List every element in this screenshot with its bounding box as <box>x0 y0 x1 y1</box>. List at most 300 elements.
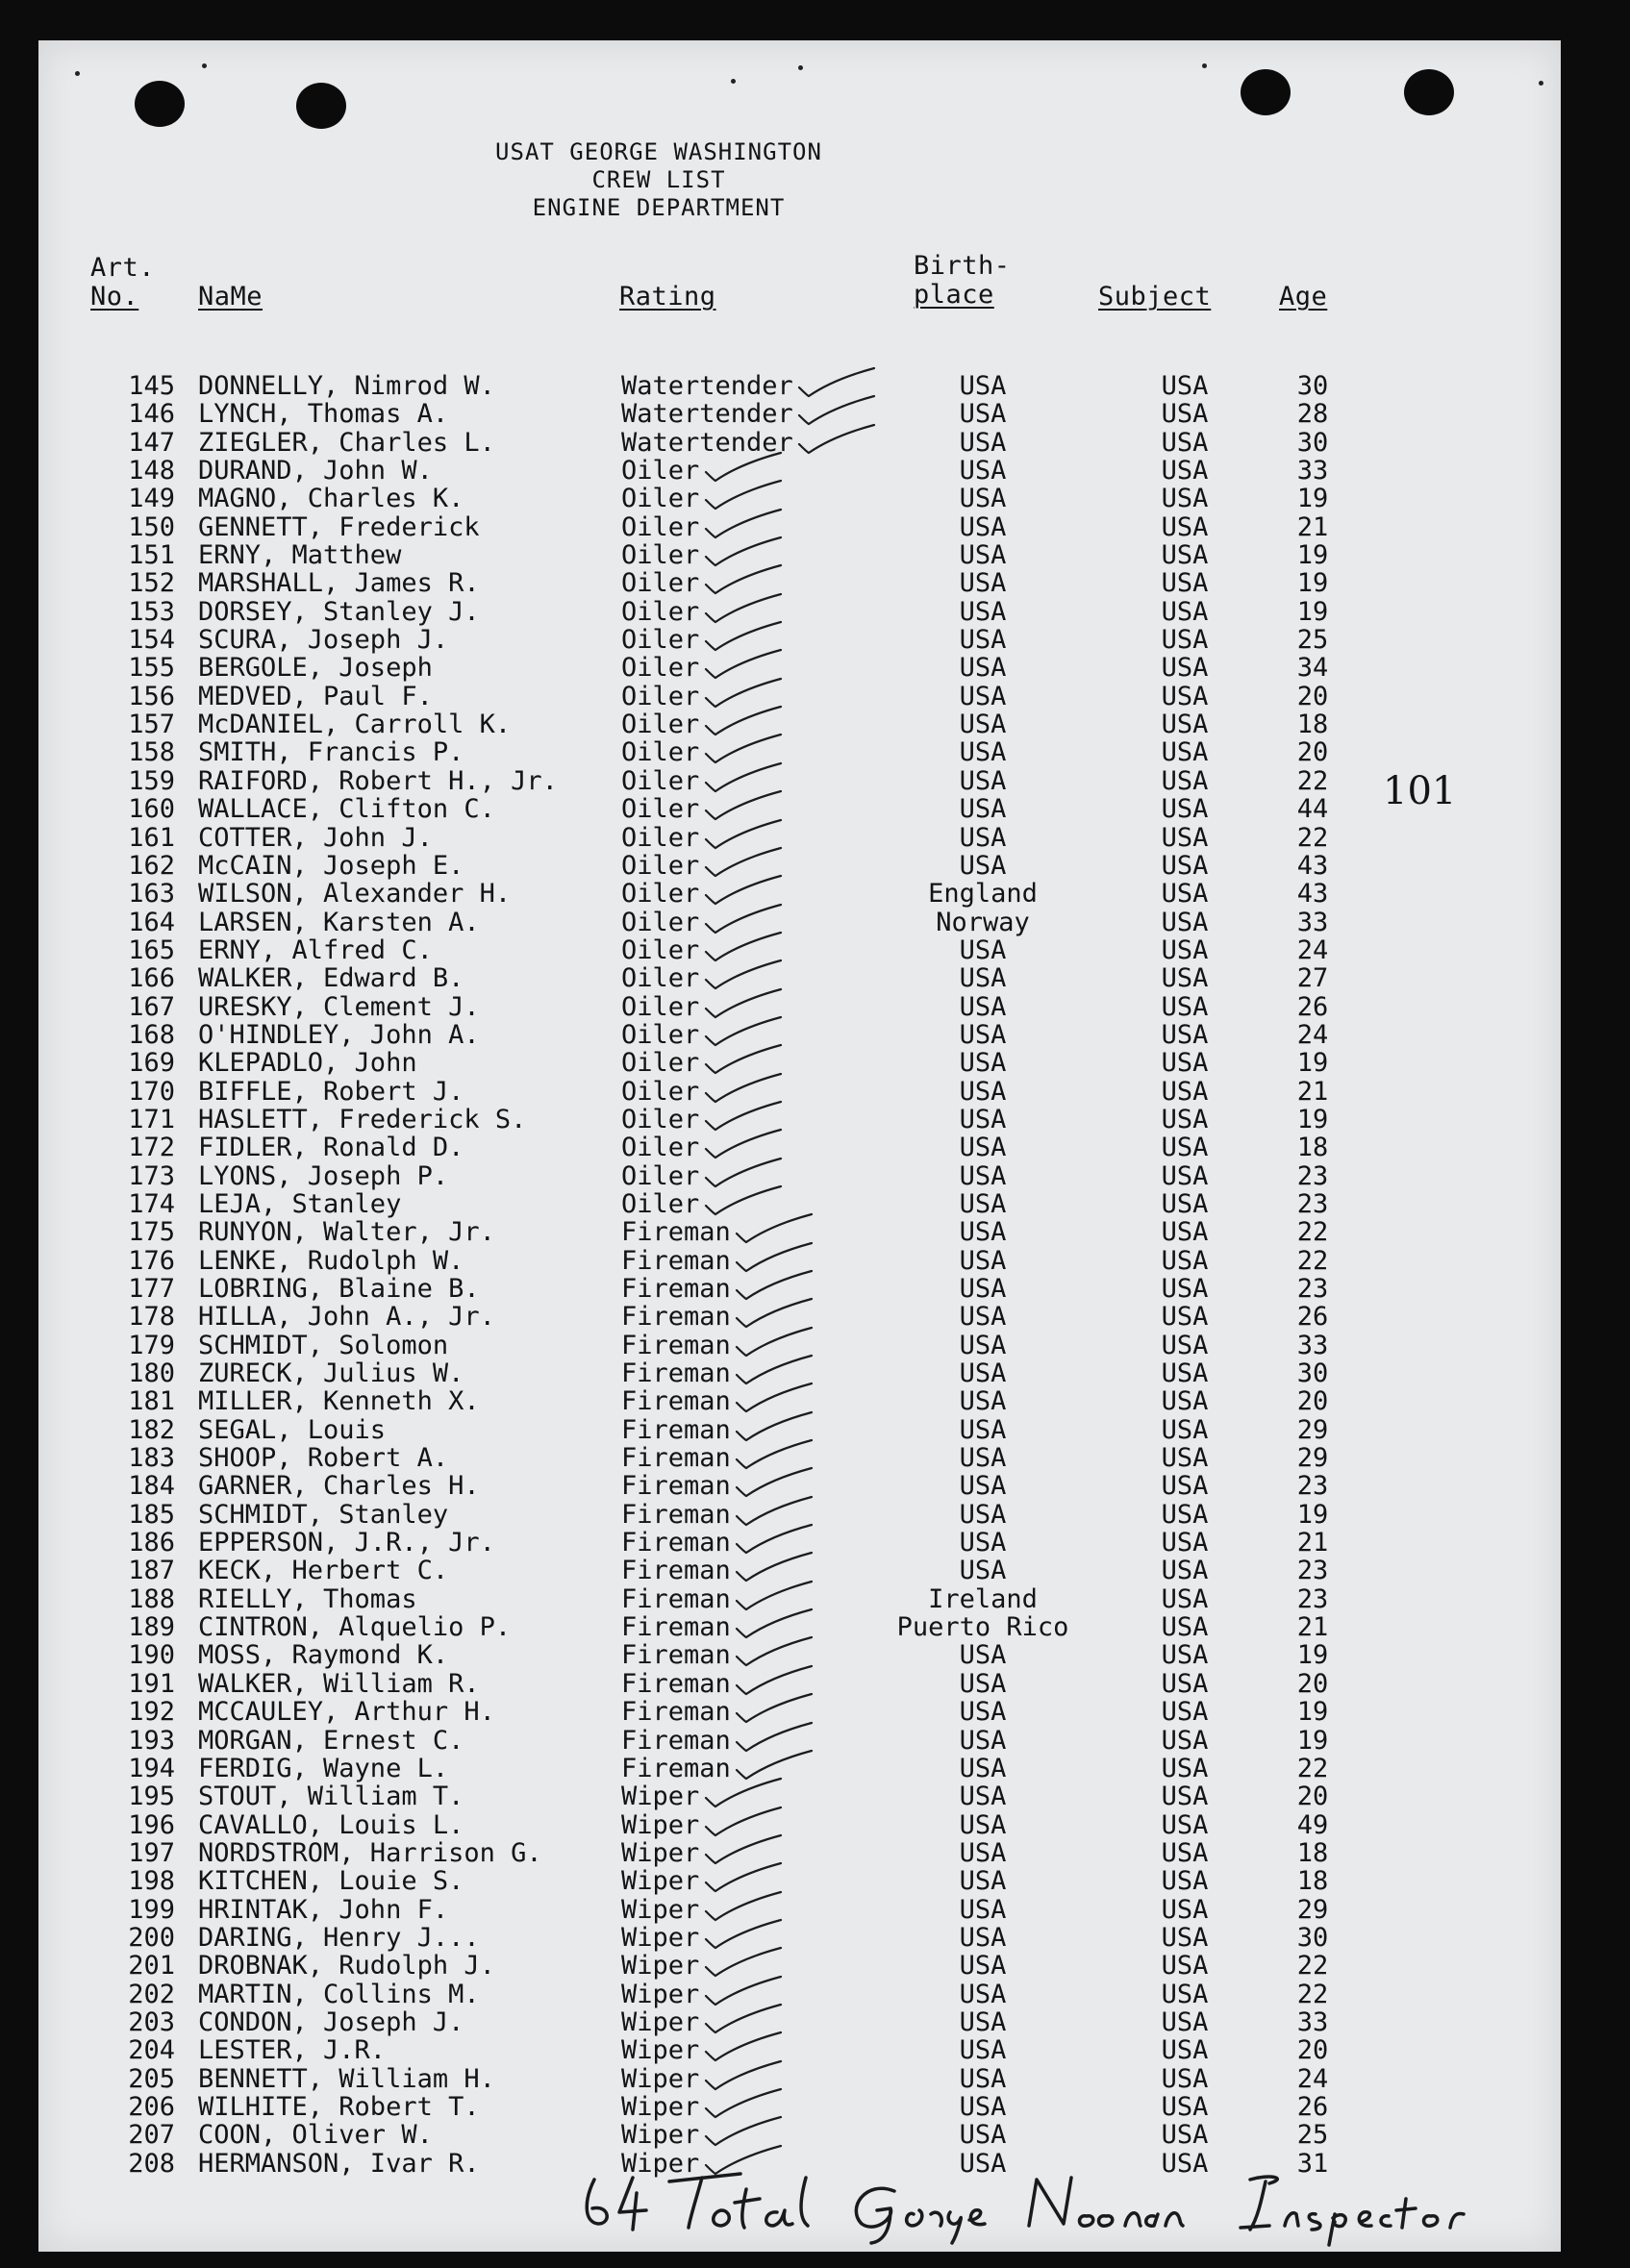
age-cell: 33 <box>1296 907 1329 937</box>
name-cell: LARSEN, Karsten A. <box>198 907 480 937</box>
subject-cell: USA <box>1161 1076 1209 1107</box>
art-no-cell: 149 <box>128 484 175 514</box>
table-row <box>38 738 1385 766</box>
art-no-cell: 200 <box>128 1922 175 1953</box>
subject-cell: USA <box>1161 1668 1209 1699</box>
birthplace-cell: USA <box>959 1866 1007 1897</box>
name-cell: DURAND, John W. <box>198 456 433 486</box>
art-no-cell: 206 <box>128 2091 175 2122</box>
age-cell: 22 <box>1296 765 1329 796</box>
age-cell: 22 <box>1296 1245 1329 1276</box>
table-row <box>38 1416 1385 1444</box>
check-mark-icon <box>702 2008 787 2036</box>
check-mark-icon <box>733 1303 817 1331</box>
art-no-cell: 158 <box>128 737 175 768</box>
subject-cell: USA <box>1161 765 1209 796</box>
art-no-cell: 181 <box>128 1386 175 1417</box>
art-no-cell: 186 <box>128 1528 175 1558</box>
name-cell: BIFFLE, Robert J. <box>198 1076 464 1107</box>
birthplace-cell: USA <box>959 511 1007 542</box>
subject-cell: USA <box>1161 1866 1209 1897</box>
subject-cell: USA <box>1161 625 1209 656</box>
header-birth: Birth- <box>914 251 1011 281</box>
name-cell: WALKER, William R. <box>198 1668 480 1699</box>
age-cell: 43 <box>1296 879 1329 910</box>
subject-cell: USA <box>1161 1245 1209 1276</box>
subject-cell: USA <box>1161 850 1209 881</box>
table-row <box>38 1332 1385 1359</box>
check-mark-icon <box>702 2065 787 2093</box>
name-cell: ERNY, Alfred C. <box>198 935 433 965</box>
art-no-cell: 178 <box>128 1302 175 1333</box>
check-mark-icon <box>702 767 787 795</box>
rating-cell: Wiper <box>621 2006 700 2037</box>
table-row <box>38 1275 1385 1303</box>
rating-cell: Fireman <box>621 1414 731 1445</box>
subject-cell: USA <box>1161 1640 1209 1671</box>
name-cell: COON, Oliver W. <box>198 2120 433 2151</box>
check-mark-icon <box>702 1839 787 1867</box>
birthplace-cell: USA <box>959 1640 1007 1671</box>
art-no-cell: 197 <box>128 1837 175 1868</box>
birthplace-cell: USA <box>959 1528 1007 1558</box>
name-cell: SCHMIDT, Stanley <box>198 1499 449 1530</box>
age-cell: 30 <box>1296 1358 1329 1389</box>
name-cell: CAVALLO, Louis L. <box>198 1809 464 1840</box>
subject-cell: USA <box>1161 737 1209 768</box>
age-cell: 26 <box>1296 991 1329 1022</box>
table-row <box>38 1359 1385 1387</box>
rating-cell: Oiler <box>621 1076 700 1107</box>
name-cell: DORSEY, Stanley J. <box>198 596 480 627</box>
birthplace-cell: USA <box>959 2006 1007 2037</box>
art-no-cell: 183 <box>128 1443 175 1474</box>
check-mark-icon <box>702 1049 787 1077</box>
age-cell: 19 <box>1296 1640 1329 1671</box>
birthplace-cell: USA <box>959 653 1007 684</box>
birthplace-cell: USA <box>959 710 1007 740</box>
name-cell: BENNETT, William H. <box>198 2063 495 2094</box>
birthplace-cell: USA <box>959 963 1007 994</box>
subject-cell: USA <box>1161 1528 1209 1558</box>
age-cell: 30 <box>1296 371 1329 401</box>
age-cell: 20 <box>1296 681 1329 711</box>
name-cell: SHOOP, Robert A. <box>198 1443 449 1474</box>
age-cell: 18 <box>1296 1866 1329 1897</box>
subject-cell: USA <box>1161 907 1209 937</box>
age-cell: 18 <box>1296 1837 1329 1868</box>
age-cell: 20 <box>1296 737 1329 768</box>
table-row <box>38 1162 1385 1190</box>
rating-cell: Oiler <box>621 710 700 740</box>
name-cell: HRINTAK, John F. <box>198 1894 449 1925</box>
age-cell: 27 <box>1296 963 1329 994</box>
art-no-cell: 160 <box>128 794 175 825</box>
table-row <box>38 710 1385 738</box>
subject-cell: USA <box>1161 2148 1209 2179</box>
birthplace-cell: USA <box>959 1894 1007 1925</box>
table-row <box>38 795 1385 823</box>
name-cell: KECK, Herbert C. <box>198 1556 449 1586</box>
art-no-cell: 164 <box>128 907 175 937</box>
rating-cell: Fireman <box>621 1330 731 1360</box>
subject-cell: USA <box>1161 399 1209 430</box>
table-row <box>38 1839 1385 1867</box>
age-cell: 25 <box>1296 2120 1329 2151</box>
check-mark-icon <box>702 1811 787 1839</box>
art-no-cell: 168 <box>128 1019 175 1050</box>
name-cell: RAIFORD, Robert H., Jr. <box>198 765 558 796</box>
check-mark-icon <box>733 1613 817 1641</box>
name-cell: HILLA, John A., Jr. <box>198 1302 495 1333</box>
name-cell: DARING, Henry J... <box>198 1922 480 1953</box>
rating-cell: Wiper <box>621 1979 700 2009</box>
birthplace-cell: USA <box>959 456 1007 486</box>
rating-cell: Oiler <box>621 935 700 965</box>
rating-cell: Wiper <box>621 1951 700 1981</box>
birthplace-cell: USA <box>959 1076 1007 1107</box>
rating-cell: Oiler <box>621 1104 700 1134</box>
table-row <box>38 852 1385 880</box>
art-no-cell: 195 <box>128 1782 175 1812</box>
table-row <box>38 457 1385 485</box>
check-mark-icon <box>733 1698 817 1726</box>
check-mark-icon <box>733 1585 817 1613</box>
age-cell: 33 <box>1296 456 1329 486</box>
name-cell: BERGOLE, Joseph <box>198 653 433 684</box>
check-mark-icon <box>702 513 787 541</box>
subject-cell: USA <box>1161 1499 1209 1530</box>
table-row <box>38 626 1385 654</box>
name-cell: WALLACE, Clifton C. <box>198 794 495 825</box>
art-no-cell: 157 <box>128 710 175 740</box>
check-mark-icon <box>733 1218 817 1246</box>
age-cell: 18 <box>1296 710 1329 740</box>
name-cell: MAGNO, Charles K. <box>198 484 464 514</box>
name-cell: LENKE, Rudolph W. <box>198 1245 464 1276</box>
document-page <box>38 40 1561 2252</box>
art-no-cell: 146 <box>128 399 175 430</box>
check-mark-icon <box>702 1134 787 1161</box>
table-row <box>38 993 1385 1021</box>
rating-cell: Wiper <box>621 1782 700 1812</box>
name-cell: SCURA, Joseph J. <box>198 625 449 656</box>
name-cell: ERNY, Matthew <box>198 540 402 571</box>
art-no-cell: 151 <box>128 540 175 571</box>
check-mark-icon <box>733 1641 817 1669</box>
birthplace-cell: USA <box>959 568 1007 599</box>
header-art: Art. <box>90 253 156 283</box>
birthplace-cell: USA <box>959 1104 1007 1134</box>
table-row <box>38 2008 1385 2036</box>
birthplace-cell: USA <box>959 1809 1007 1840</box>
name-cell: SEGAL, Louis <box>198 1414 387 1445</box>
punch-hole <box>135 81 185 127</box>
check-mark-icon <box>702 880 787 908</box>
rating-cell: Oiler <box>621 1160 700 1191</box>
birthplace-cell: USA <box>959 1725 1007 1756</box>
table-row <box>38 2093 1385 2121</box>
name-cell: LEJA, Stanley <box>198 1188 402 1219</box>
rating-cell: Fireman <box>621 1358 731 1389</box>
table-row <box>38 513 1385 541</box>
speck <box>1202 63 1207 68</box>
age-cell: 19 <box>1296 1499 1329 1530</box>
birthplace-cell: USA <box>959 1160 1007 1191</box>
rating-cell: Oiler <box>621 596 700 627</box>
rating-cell: Watertender <box>621 399 793 430</box>
check-mark-icon <box>733 1557 817 1584</box>
rating-cell: Oiler <box>621 879 700 910</box>
check-mark-icon <box>702 993 787 1021</box>
art-no-cell: 199 <box>128 1894 175 1925</box>
name-cell: McDANIEL, Carroll K. <box>198 710 512 740</box>
table-row <box>38 1811 1385 1839</box>
age-cell: 19 <box>1296 1048 1329 1079</box>
name-cell: URESKY, Clement J. <box>198 991 480 1022</box>
check-mark-icon <box>702 1981 787 2008</box>
birthplace-cell: USA <box>959 1556 1007 1586</box>
name-cell: COTTER, John J. <box>198 822 433 853</box>
rating-cell: Oiler <box>621 568 700 599</box>
name-cell: FERDIG, Wayne L. <box>198 1753 449 1783</box>
check-mark-icon <box>702 909 787 936</box>
table-row <box>38 485 1385 512</box>
subject-cell: USA <box>1161 710 1209 740</box>
age-cell: 19 <box>1296 1725 1329 1756</box>
subject-cell: USA <box>1161 511 1209 542</box>
check-mark-icon <box>702 852 787 880</box>
rating-cell: Fireman <box>621 1471 731 1502</box>
table-row <box>38 2065 1385 2093</box>
name-cell: MORGAN, Ernest C. <box>198 1725 464 1756</box>
art-no-cell: 176 <box>128 1245 175 1276</box>
subject-cell: USA <box>1161 1217 1209 1248</box>
art-no-cell: 204 <box>128 2035 175 2066</box>
rating-cell: Fireman <box>621 1725 731 1756</box>
birthplace-cell: USA <box>959 1386 1007 1417</box>
table-row <box>38 1049 1385 1077</box>
age-cell: 21 <box>1296 511 1329 542</box>
check-mark-icon <box>702 1782 787 1810</box>
subject-cell: USA <box>1161 568 1209 599</box>
age-cell: 44 <box>1296 794 1329 825</box>
age-cell: 29 <box>1296 1414 1329 1445</box>
age-cell: 24 <box>1296 935 1329 965</box>
birthplace-cell: USA <box>959 681 1007 711</box>
header-rating: Rating <box>619 282 716 312</box>
birthplace-cell: USA <box>959 1358 1007 1389</box>
subject-cell: USA <box>1161 1612 1209 1643</box>
age-cell: 34 <box>1296 653 1329 684</box>
art-no-cell: 194 <box>128 1753 175 1783</box>
age-cell: 19 <box>1296 540 1329 571</box>
rating-cell: Oiler <box>621 1188 700 1219</box>
birthplace-cell: USA <box>959 371 1007 401</box>
subject-cell: USA <box>1161 822 1209 853</box>
check-mark-icon <box>733 1501 817 1529</box>
birthplace-cell: USA <box>959 737 1007 768</box>
rating-cell: Oiler <box>621 1019 700 1050</box>
art-no-cell: 192 <box>128 1697 175 1728</box>
subject-cell: USA <box>1161 1414 1209 1445</box>
check-mark-icon <box>702 936 787 964</box>
birthplace-cell: USA <box>959 991 1007 1022</box>
subject-cell: USA <box>1161 1471 1209 1502</box>
check-mark-icon <box>702 541 787 569</box>
rating-cell: Fireman <box>621 1556 731 1586</box>
rating-cell: Fireman <box>621 1697 731 1728</box>
art-no-cell: 166 <box>128 963 175 994</box>
birthplace-cell: USA <box>959 427 1007 458</box>
check-mark-icon <box>702 1021 787 1049</box>
age-cell: 43 <box>1296 850 1329 881</box>
check-mark-icon <box>733 1529 817 1557</box>
check-mark-icon <box>733 1670 817 1698</box>
check-mark-icon <box>702 626 787 654</box>
rating-cell: Oiler <box>621 991 700 1022</box>
table-row <box>38 1585 1385 1613</box>
rating-cell: Watertender <box>621 371 793 401</box>
subject-cell: USA <box>1161 371 1209 401</box>
name-cell: MCCAULEY, Arthur H. <box>198 1697 495 1728</box>
birthplace-cell: USA <box>959 625 1007 656</box>
table-row <box>38 1021 1385 1049</box>
name-cell: DROBNAK, Rudolph J. <box>198 1951 495 1981</box>
table-row <box>38 936 1385 964</box>
rating-cell: Fireman <box>621 1612 731 1643</box>
art-no-cell: 169 <box>128 1048 175 1079</box>
subject-cell: USA <box>1161 1302 1209 1333</box>
subject-cell: USA <box>1161 991 1209 1022</box>
table-row <box>38 880 1385 908</box>
check-mark-icon <box>702 1924 787 1952</box>
subject-cell: USA <box>1161 1922 1209 1953</box>
birthplace-cell: USA <box>959 794 1007 825</box>
name-cell: GENNETT, Frederick <box>198 511 480 542</box>
age-cell: 20 <box>1296 1668 1329 1699</box>
subject-cell: USA <box>1161 1274 1209 1304</box>
subject-cell: USA <box>1161 427 1209 458</box>
age-cell: 23 <box>1296 1160 1329 1191</box>
age-cell: 23 <box>1296 1556 1329 1586</box>
birthplace-cell: USA <box>959 1499 1007 1530</box>
age-cell: 29 <box>1296 1443 1329 1474</box>
table-row <box>38 1755 1385 1782</box>
name-cell: SCHMIDT, Solomon <box>198 1330 449 1360</box>
name-cell: LESTER, J.R. <box>198 2035 387 2066</box>
punch-hole <box>1241 69 1291 115</box>
page-number: 101 <box>1383 769 1457 813</box>
table-row <box>38 1896 1385 1924</box>
table-row <box>38 1924 1385 1952</box>
art-no-cell: 189 <box>128 1612 175 1643</box>
age-cell: 26 <box>1296 2091 1329 2122</box>
check-mark-icon <box>702 1162 787 1190</box>
table-row <box>38 909 1385 936</box>
age-cell: 19 <box>1296 568 1329 599</box>
name-cell: DONNELLY, Nimrod W. <box>198 371 495 401</box>
subject-cell: USA <box>1161 1188 1209 1219</box>
art-no-cell: 198 <box>128 1866 175 1897</box>
header-age: Age <box>1279 282 1328 312</box>
age-cell: 21 <box>1296 1612 1329 1643</box>
table-row <box>38 683 1385 710</box>
table-row <box>38 767 1385 795</box>
check-mark-icon <box>702 457 787 485</box>
table-row <box>38 1218 1385 1246</box>
birthplace-cell: Puerto Rico <box>896 1612 1069 1643</box>
art-no-cell: 155 <box>128 653 175 684</box>
subject-cell: USA <box>1161 1104 1209 1134</box>
handwritten-note <box>577 2160 1519 2251</box>
age-cell: 20 <box>1296 2035 1329 2066</box>
rating-cell: Wiper <box>621 2120 700 2151</box>
art-no-cell: 163 <box>128 879 175 910</box>
check-mark-icon <box>702 1190 787 1218</box>
subject-cell: USA <box>1161 1019 1209 1050</box>
check-mark-icon <box>702 1078 787 1106</box>
check-mark-icon <box>733 1247 817 1275</box>
art-no-cell: 175 <box>128 1217 175 1248</box>
age-cell: 22 <box>1296 1951 1329 1981</box>
rating-cell: Watertender <box>621 427 793 458</box>
subject-cell: USA <box>1161 1951 1209 1981</box>
table-row <box>38 1106 1385 1134</box>
rating-cell: Oiler <box>621 456 700 486</box>
age-cell: 30 <box>1296 427 1329 458</box>
rating-cell: Oiler <box>621 765 700 796</box>
rating-cell: Oiler <box>621 794 700 825</box>
subject-cell: USA <box>1161 1330 1209 1360</box>
subject-cell: USA <box>1161 1979 1209 2009</box>
art-no-cell: 193 <box>128 1725 175 1756</box>
birthplace-cell: USA <box>959 1245 1007 1276</box>
age-cell: 21 <box>1296 1528 1329 1558</box>
subject-cell: USA <box>1161 1048 1209 1079</box>
check-mark-icon <box>702 683 787 710</box>
birthplace-cell: USA <box>959 399 1007 430</box>
check-mark-icon <box>795 400 880 428</box>
check-mark-icon <box>702 1867 787 1895</box>
check-mark-icon <box>702 795 787 823</box>
art-no-cell: 173 <box>128 1160 175 1191</box>
subject-cell: USA <box>1161 1358 1209 1389</box>
art-no-cell: 208 <box>128 2148 175 2179</box>
check-mark-icon <box>702 654 787 682</box>
table-row <box>38 1981 1385 2008</box>
age-cell: 22 <box>1296 1753 1329 1783</box>
name-cell: NORDSTROM, Harrison G. <box>198 1837 542 1868</box>
birthplace-cell: USA <box>959 1048 1007 1079</box>
rating-cell: Fireman <box>621 1499 731 1530</box>
age-cell: 28 <box>1296 399 1329 430</box>
age-cell: 23 <box>1296 1188 1329 1219</box>
birthplace-cell: USA <box>959 1668 1007 1699</box>
subject-cell: USA <box>1161 2063 1209 2094</box>
speck <box>731 79 736 84</box>
birthplace-cell: USA <box>959 935 1007 965</box>
table-row <box>38 1444 1385 1472</box>
table-row <box>38 1698 1385 1726</box>
subject-cell: USA <box>1161 1133 1209 1163</box>
rating-cell: Fireman <box>621 1443 731 1474</box>
check-mark-icon <box>702 2036 787 2064</box>
table-row <box>38 1501 1385 1529</box>
check-mark-icon <box>702 710 787 738</box>
rating-cell: Wiper <box>621 2091 700 2122</box>
birthplace-cell: USA <box>959 1922 1007 1953</box>
